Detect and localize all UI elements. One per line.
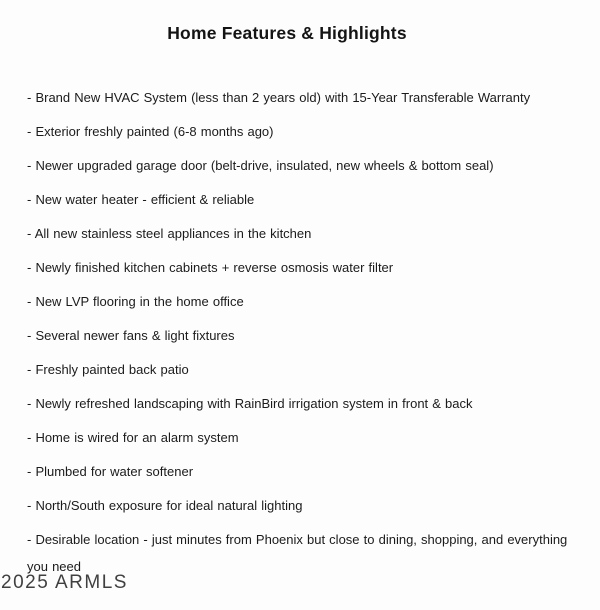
feature-item: - Several newer fans & light fixtures bbox=[27, 328, 235, 343]
feature-list bbox=[0, 84, 600, 580]
feature-item: - All new stainless steel appliances in the kitchen bbox=[27, 226, 312, 241]
page-title: Home Features & Highlights bbox=[167, 23, 407, 43]
armls-watermark: 2025 ARMLS bbox=[1, 572, 128, 593]
feature-item: - Plumbed for water softener bbox=[27, 464, 194, 479]
feature-item: - New water heater - efficient & reliable bbox=[27, 192, 255, 207]
feature-item: - North/South exposure for ideal natural lighting bbox=[27, 498, 303, 513]
feature-item: - Newly finished kitchen cabinets + reverse osmosis water filter bbox=[27, 260, 394, 275]
feature-item: - Newly refreshed landscaping with RainBird irrigation system in front & back bbox=[27, 396, 473, 411]
feature-item: - Newer upgraded garage door (belt-drive, insulated, new wheels & bottom seal) bbox=[27, 158, 494, 173]
feature-item: - Freshly painted back patio bbox=[27, 362, 189, 377]
feature-item: - New LVP flooring in the home office bbox=[27, 294, 244, 309]
feature-item: - Desirable location - just minutes from Phoenix but close to dining, shopping, and everything you need bbox=[27, 532, 568, 574]
feature-item: - Home is wired for an alarm system bbox=[27, 430, 239, 445]
feature-item: - Brand New HVAC System (less than 2 years old) with 15-Year Transferable Warranty bbox=[27, 90, 531, 105]
feature-item: - Exterior freshly painted (6-8 months ago) bbox=[27, 124, 274, 139]
